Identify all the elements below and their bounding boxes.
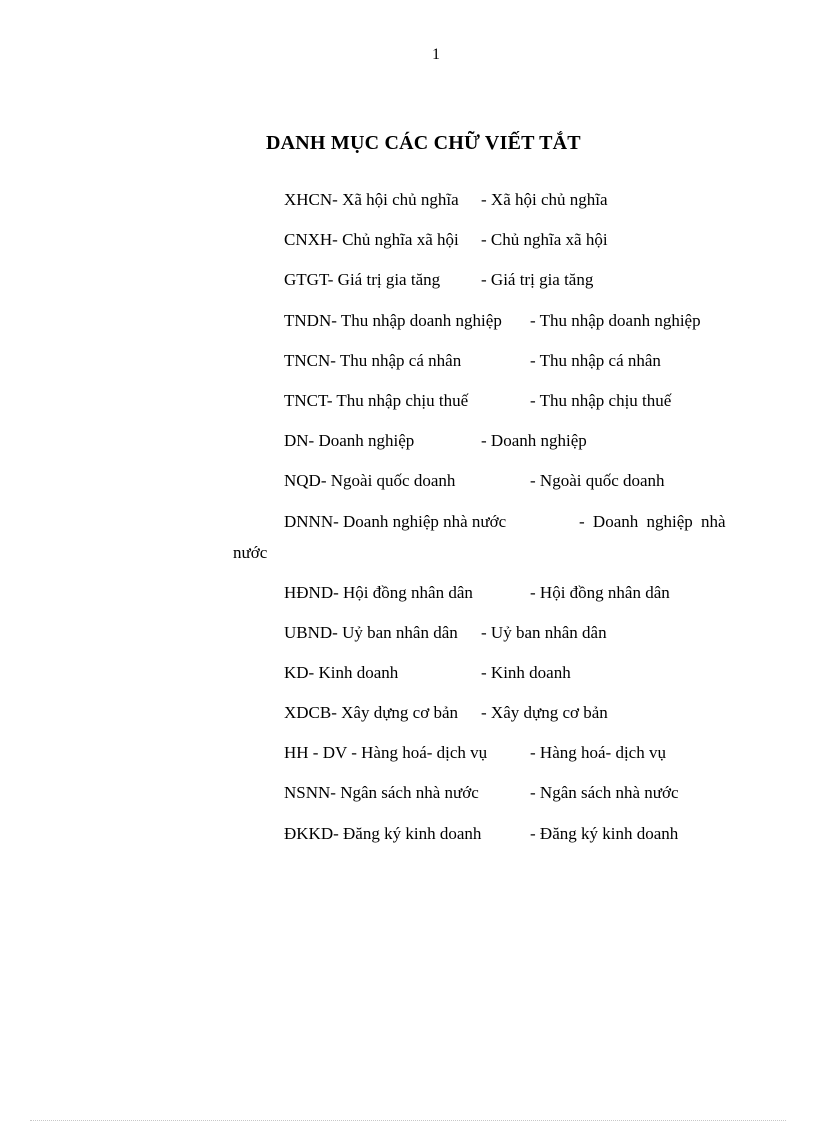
list-item: [0, 309, 816, 349]
abbreviation-meaning: - Thu nhập cá nhân: [530, 350, 661, 370]
abbreviation-term: DN- Doanh nghiệp: [284, 431, 415, 451]
list-item: [0, 621, 816, 661]
list-item: [0, 701, 816, 741]
abbreviation-meaning: - Ngân sách nhà nước: [530, 783, 679, 803]
abbreviation-term: GTGT- Giá trị gia tăng: [284, 270, 441, 290]
abbreviation-term: HĐND- Hội đồng nhân dân: [284, 582, 473, 602]
abbreviation-meaning: - Thu nhập chịu thuế: [530, 390, 672, 410]
list-item: [0, 581, 816, 621]
abbreviation-term: ĐKKD- Đăng ký kinh doanh: [284, 823, 482, 843]
abbreviation-term: TNCN- Thu nhập cá nhân: [284, 350, 462, 370]
list-item: [0, 510, 816, 581]
abbreviation-meaning: - Hàng hoá- dịch vụ: [530, 743, 666, 763]
abbreviation-term: UBND- Uỷ ban nhân dân: [284, 622, 458, 642]
list-item: [0, 429, 816, 469]
abbreviation-meaning: - Chủ nghĩa xã hội: [481, 230, 608, 250]
abbreviation-meaning: - Ngoài quốc doanh: [530, 471, 665, 491]
abbreviation-term: DNNN- Doanh nghiệp nhà nước: [284, 511, 507, 531]
abbreviation-meaning: - Hội đồng nhân dân: [530, 582, 670, 602]
list-item: [0, 469, 816, 509]
abbreviation-meaning: - Thu nhập doanh nghiệp: [530, 310, 701, 330]
abbreviation-term: TNCT- Thu nhập chịu thuế: [284, 390, 469, 410]
abbreviation-term: CNXH- Chủ nghĩa xã hội: [284, 230, 459, 250]
abbreviation-term: NQD- Ngoài quốc doanh: [284, 471, 456, 491]
abbreviation-meaning: - Giá trị gia tăng: [481, 270, 594, 290]
page-bottom-divider: [30, 1120, 786, 1121]
list-item: [0, 188, 816, 228]
abbreviation-meaning: - Uỷ ban nhân dân: [481, 622, 607, 642]
abbreviation-list: [0, 188, 816, 862]
list-item: [0, 661, 816, 701]
abbreviation-meaning: - Doanh nghiệp: [481, 431, 587, 451]
list-item: [0, 781, 816, 821]
abbreviation-term: XDCB- Xây dựng cơ bản: [284, 703, 459, 723]
abbreviation-term: TNDN- Thu nhập doanh nghiệp: [284, 310, 502, 330]
page-title: DANH MỤC CÁC CHỮ VIẾT TẮT: [266, 132, 581, 154]
list-item: [0, 822, 816, 862]
abbreviation-meaning: - Doanh nghiệp nhà: [579, 511, 726, 531]
page-number: 1: [432, 46, 440, 63]
abbreviation-meaning: - Đăng ký kinh doanh: [530, 823, 679, 843]
list-item: [0, 741, 816, 781]
abbreviation-term: KD- Kinh doanh: [284, 662, 399, 682]
abbreviation-meaning-continued: nước: [233, 542, 268, 562]
list-item: [0, 389, 816, 429]
abbreviation-term: HH - DV - Hàng hoá- dịch vụ: [284, 743, 488, 763]
list-item: [0, 349, 816, 389]
list-item: [0, 228, 816, 268]
abbreviation-term: XHCN- Xã hội chủ nghĩa: [284, 190, 459, 209]
abbreviation-meaning: - Xã hội chủ nghĩa: [481, 190, 608, 209]
list-item: [0, 268, 816, 308]
abbreviation-term: NSNN- Ngân sách nhà nước: [284, 783, 479, 803]
abbreviation-meaning: - Xây dựng cơ bản: [481, 703, 608, 723]
abbreviation-meaning: - Kinh doanh: [481, 662, 571, 682]
